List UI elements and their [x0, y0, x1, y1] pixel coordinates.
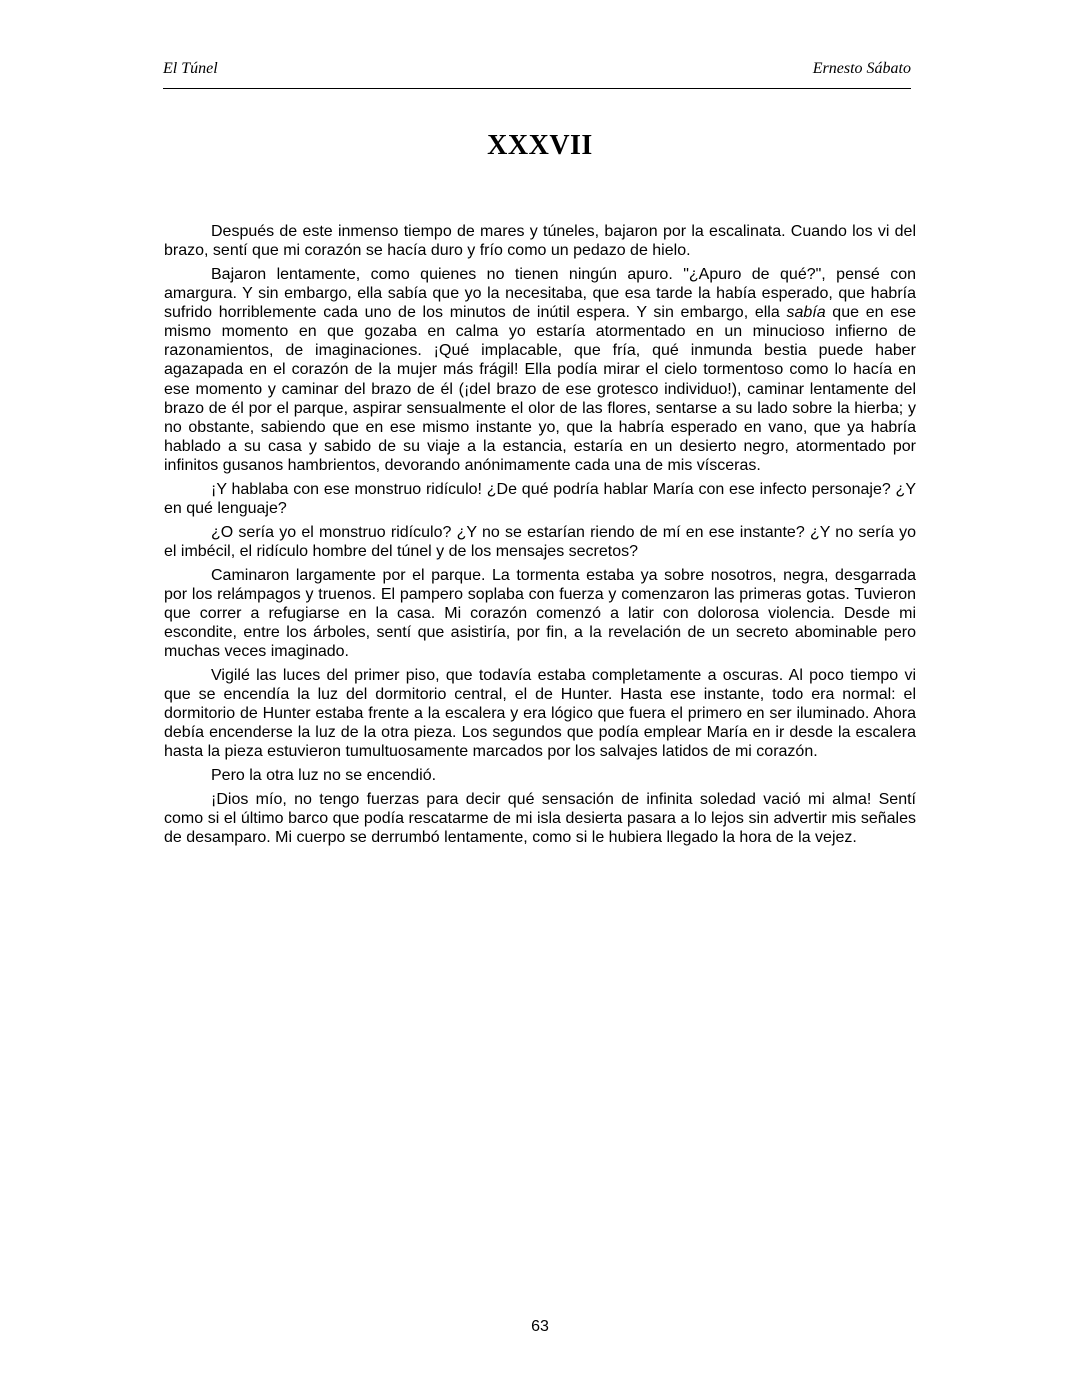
- paragraph-text: que en ese mismo momento en que gozaba en calma yo estaría atormentado en un minucioso infierno de razonamientos, de imaginaciones. ¡Qué implacable, que fría, qué inmunda bestia puede haber agazapada en el corazón de la mujer más frágil! Ella podía mirar el cielo tormentoso como lo hacía en ese momento y caminar del brazo de él (¡del brazo de ese grotesco individuo!), caminar lentamente del brazo de él por el parque, aspirar sensualmente el olor de las flores, sentarse a su lado sobre la hierba; y no obstante, sabiendo que en ese mismo instante yo, que la habría esperado en vano, que ya habría hablado a su casa y sabido de su viaje a la estancia, estaría en un desierto negro, atormentado por infinitos gusanos hambrientos, devorando anónimamente cada una de mis vísceras.: [164, 304, 917, 474]
- paragraph: ¡Dios mío, no tengo fuerzas para decir qué sensación de infinita soledad vació mi alma! Sentí como si el último barco que podía rescatarme de mi isla desierta pasara a lo lejos sin advertir mis señales de desamparo. Mi cuerpo se derrumbó lentamente, como si le hubiera llegado la hora de la vejez.: [164, 791, 916, 847]
- paragraph: [164, 265, 916, 475]
- paragraph: Después de este inmenso tiempo de mares y túneles, bajaron por la escalinata. Cuando los vi del brazo, sentí que mi corazón se hacía duro y frío como un pedazo de hielo.: [164, 223, 916, 260]
- running-header: [163, 58, 911, 89]
- paragraph-text: Bajaron lentamente, como quienes no tienen ningún apuro. "¿Apuro de qué?", pensé con amargura. Y sin embargo, ella sabía que yo la necesitaba, que esa tarde la había esperado, que habría sufrido horriblemente cada uno de los minutos de inútil espera. Y sin embargo, ella: [164, 265, 916, 322]
- book-title: El Túnel: [163, 60, 218, 77]
- chapter-title: XXXVII: [487, 130, 593, 161]
- paragraph: ¿O sería yo el monstruo ridículo? ¿Y no se estarían riendo de mí en ese instante? ¿Y no sería yo el imbécil, el ridículo hombre del túnel y de los mensajes secretos?: [164, 523, 916, 560]
- chapter-body: [164, 222, 916, 852]
- paragraph: Caminaron largamente por el parque. La tormenta estaba ya sobre nosotros, negra, desgarrada por los relámpagos y truenos. El pampero soplaba con fuerza y comenzaron las primeras gotas. Tuvieron que correr a refugiarse en la casa. Mi corazón comenzó a latir con dolorosa violencia. Desde mi escondite, entre los árboles, sentí que asistiría, por fin, a la revelación de un secreto abominable pero muchas veces imaginado.: [164, 566, 916, 661]
- paragraph: Pero la otra luz no se encendió.: [211, 767, 437, 785]
- author-name: Ernesto Sábato: [812, 60, 911, 77]
- page-number: 63: [531, 1318, 549, 1335]
- paragraph: Vigilé las luces del primer piso, que todavía estaba completamente a oscuras. Al poco tiempo vi que se encendía la luz del dormitorio central, el de Hunter. Hasta ese instante, todo era normal: el dormitorio de Hunter estaba frente a la escalera y era lógico que fuera el primero en ser iluminado. Ahora debía encenderse la luz de la otra pieza. Los segundos que podía emplear María en ir desde la escalera hasta la pieza estuvieron tumultuosamente marcados por los salvajes latidos de mi corazón.: [164, 667, 916, 761]
- paragraph: ¡Y hablaba con ese monstruo ridículo! ¿De qué podría hablar María con ese infecto personaje? ¿Y en qué lenguaje?: [164, 480, 916, 517]
- emphasized-word: sabía: [786, 304, 826, 322]
